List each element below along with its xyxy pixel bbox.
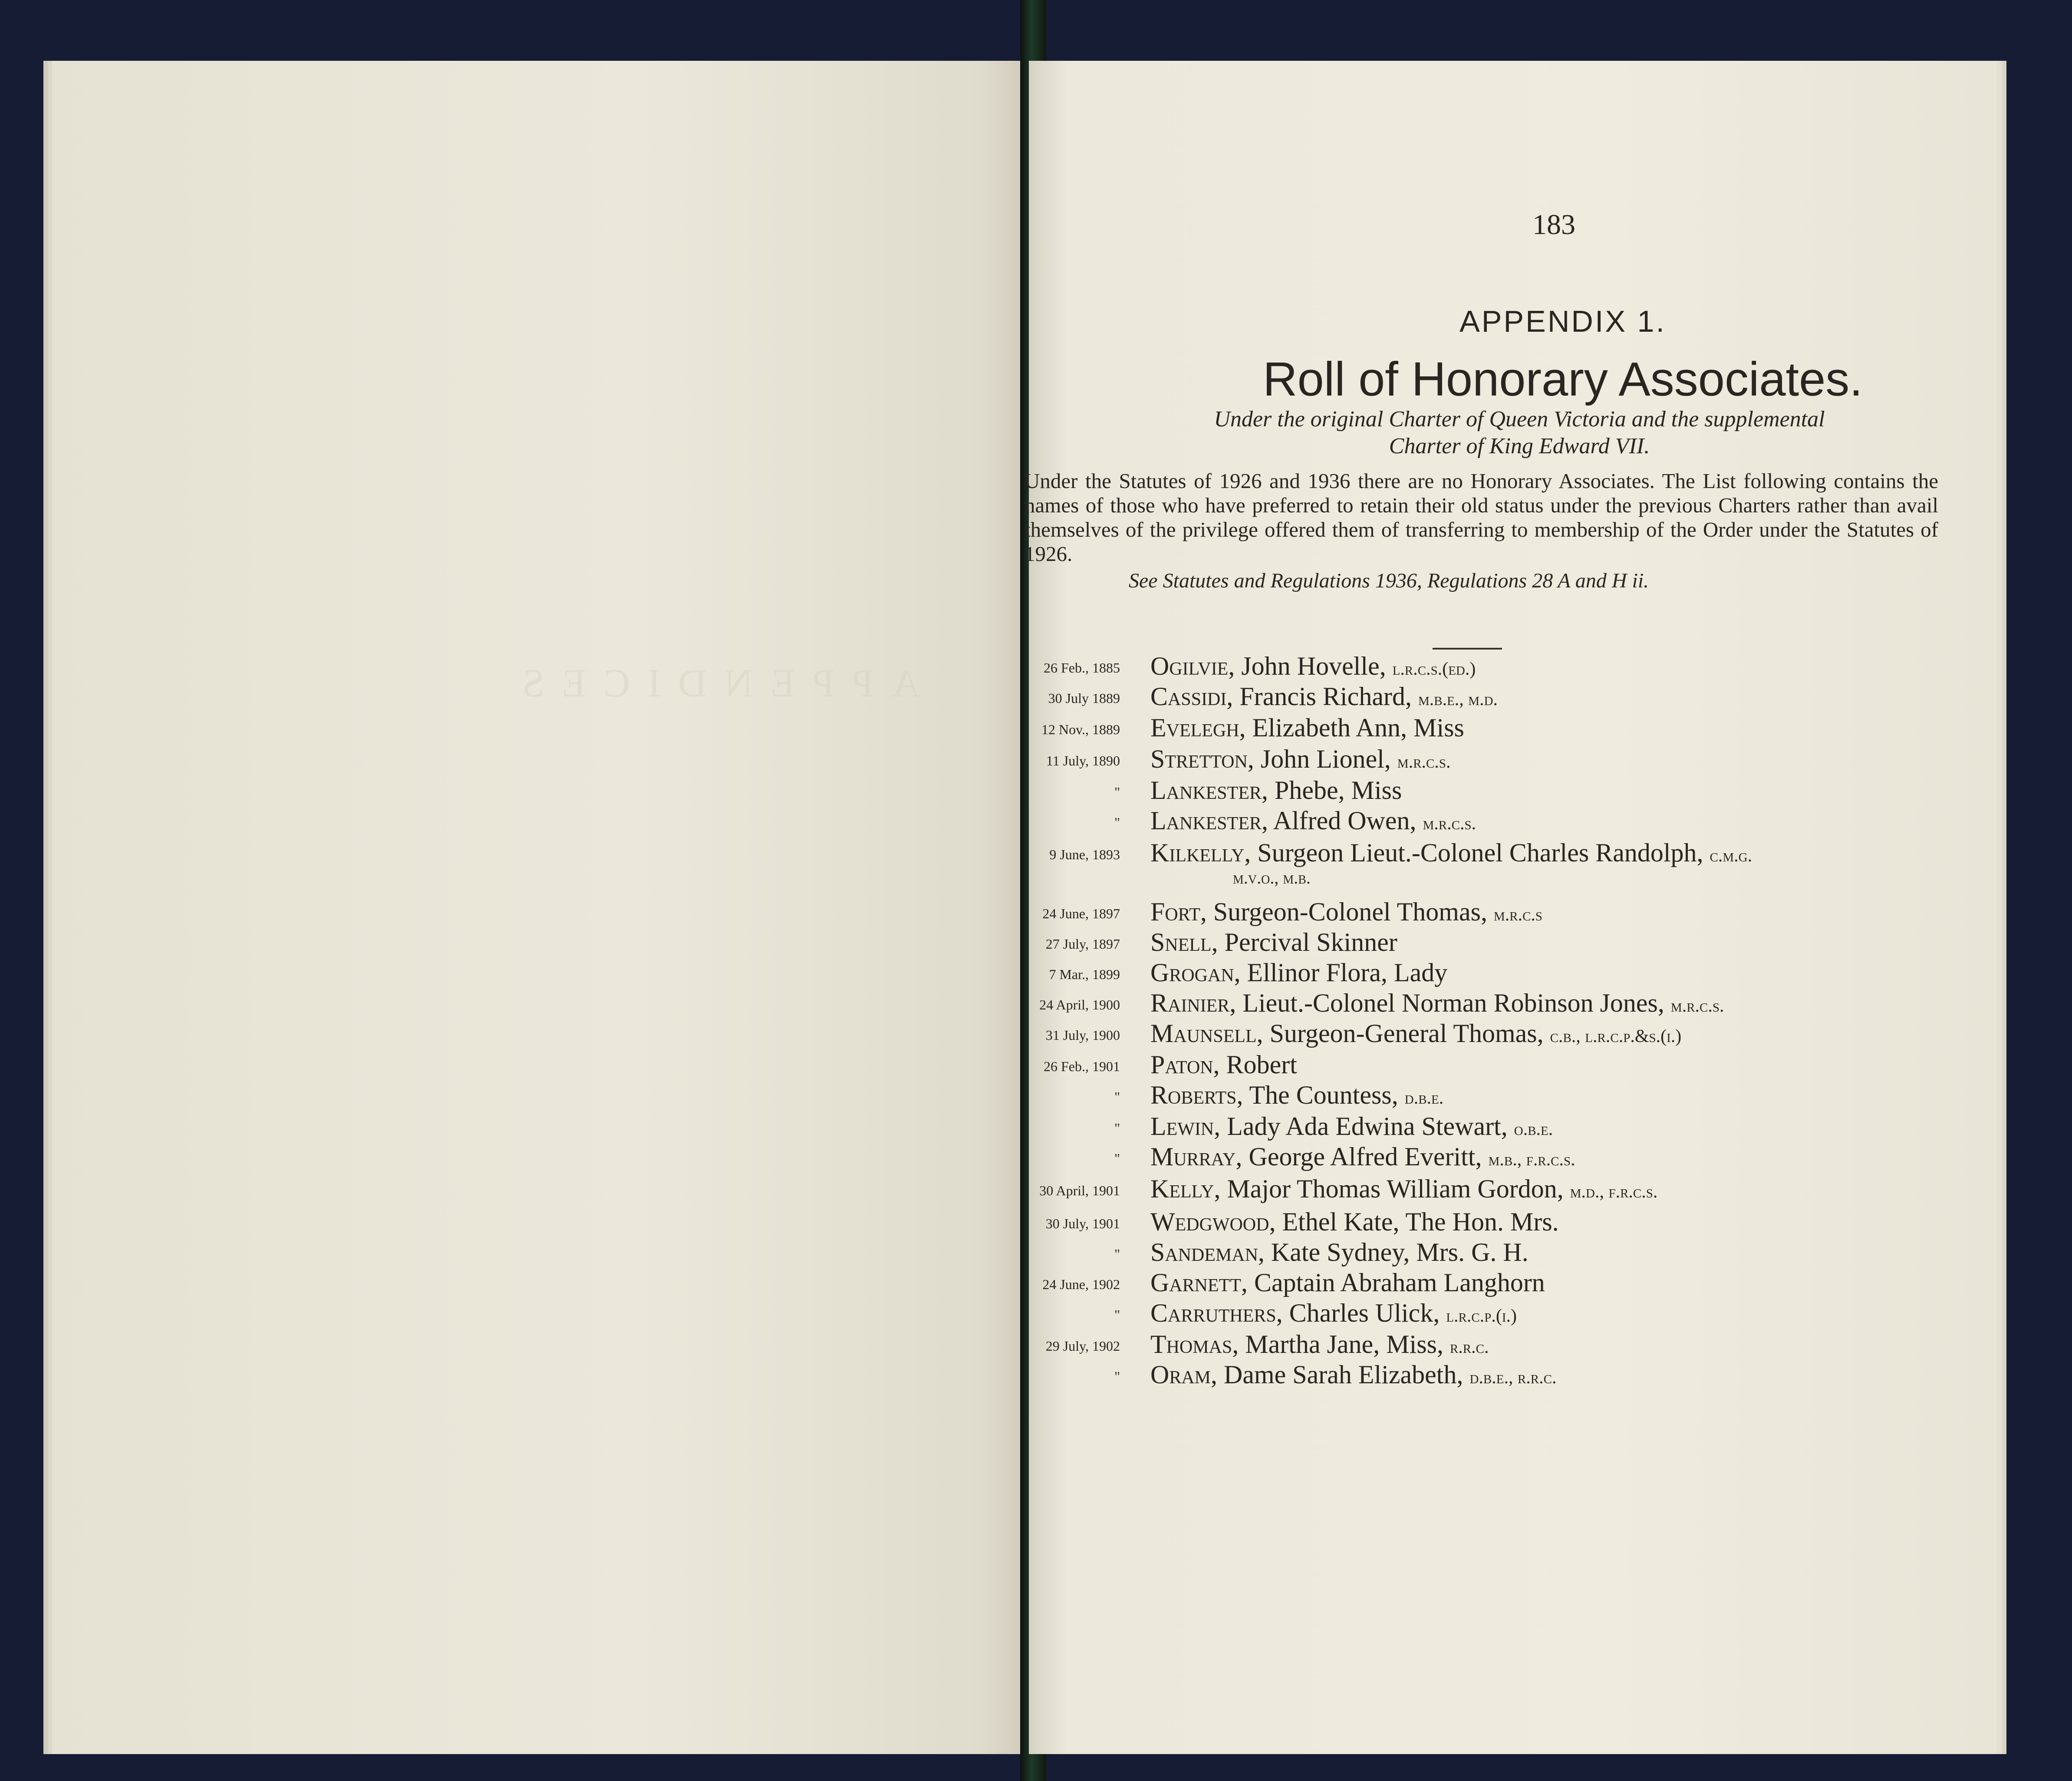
entry-name	[1150, 988, 1724, 1018]
entry-name	[1150, 1268, 1545, 1298]
entry-name	[1150, 927, 1397, 957]
entry-name	[1150, 682, 1498, 712]
entry-forenames: , Ellinor Flora, Lady	[1234, 958, 1448, 987]
entry-forenames: , Major Thomas William Gordon,	[1214, 1174, 1570, 1203]
roll-entry	[1024, 1298, 1980, 1333]
entry-surname: Kilkelly	[1150, 838, 1245, 867]
entry-postnominals: m.b.e., m.d.	[1418, 689, 1498, 709]
entry-postnominals: c.b., l.r.c.p.&s.(i.)	[1550, 1026, 1682, 1046]
roll-entry	[1024, 806, 1980, 841]
entry-surname: Rainier	[1150, 989, 1230, 1017]
entry-name	[1150, 1142, 1575, 1172]
subtitle	[1085, 406, 1953, 460]
entry-forenames: , Surgeon Lieut.-Colonel Charles Randolph,	[1244, 838, 1710, 867]
roll-entry	[1024, 927, 1980, 962]
entry-surname: Snell	[1150, 928, 1212, 956]
entry-date: 26 Feb., 1901	[1044, 1059, 1120, 1074]
entry-date: 7 Mar., 1899	[1049, 966, 1120, 982]
entry-date: "	[1114, 1307, 1120, 1323]
entry-forenames: , Elizabeth Ann, Miss	[1239, 713, 1464, 742]
entry-date: 26 Feb., 1885	[1044, 660, 1120, 676]
entry-date: 24 April, 1900	[1039, 997, 1120, 1013]
entry-date: "	[1114, 784, 1120, 800]
entry-name	[1150, 775, 1402, 805]
entry-surname: Kelly	[1150, 1174, 1214, 1203]
roll-entry	[1024, 713, 1980, 748]
entry-postnominals: d.b.e., r.r.c.	[1469, 1368, 1557, 1388]
entry-name	[1150, 1237, 1528, 1267]
entry-date: 29 July, 1902	[1045, 1338, 1120, 1354]
entry-surname: Fort	[1150, 897, 1200, 926]
entry-name	[1150, 713, 1464, 743]
entry-surname: Ogilvie	[1150, 652, 1229, 680]
entry-forenames: , Percival Skinner	[1211, 928, 1397, 956]
roll-entry	[1024, 988, 1980, 1023]
entry-postnominals: m.r.c.s.	[1397, 752, 1451, 772]
entry-surname: Roberts	[1150, 1081, 1237, 1109]
entry-name	[1150, 958, 1447, 988]
subtitle-line-2: Charter of King Edward VII.	[1389, 434, 1650, 458]
entry-surname: Lewin	[1150, 1112, 1214, 1141]
entry-date: 30 April, 1901	[1039, 1183, 1120, 1198]
entry-forenames: , John Lionel,	[1247, 745, 1397, 773]
entry-date: 24 June, 1897	[1042, 906, 1120, 921]
entry-name	[1150, 1050, 1297, 1080]
entry-forenames: , John Hovelle,	[1228, 652, 1393, 680]
entry-name	[1150, 806, 1476, 836]
roll-entry	[1024, 1050, 1980, 1085]
entry-forenames: , George Alfred Everitt,	[1235, 1142, 1489, 1171]
entry-forenames: , Dame Sarah Elizabeth,	[1211, 1360, 1470, 1389]
entry-name	[1150, 1174, 1657, 1204]
regulation-reference: See Statutes and Regulations 1936, Regulations 28 A and H ii.	[1129, 569, 1649, 592]
entry-date: "	[1114, 1120, 1120, 1136]
roll-entry	[1024, 958, 1980, 993]
entry-forenames: , Surgeon-Colonel Thomas,	[1200, 897, 1494, 926]
left-page	[52, 61, 1029, 1754]
entry-date: "	[1114, 815, 1120, 830]
entry-date: 11 July, 1890	[1046, 753, 1120, 768]
roll-entry	[1024, 1080, 1980, 1115]
roll-entry	[1024, 1329, 1980, 1364]
roll-entry	[1024, 1360, 1980, 1395]
entry-postnominals: m.d., f.r.c.s.	[1570, 1182, 1658, 1202]
entry-date: 30 July 1889	[1048, 690, 1120, 706]
entry-date: "	[1114, 1246, 1120, 1262]
intro-paragraph: Under the Statutes of 1926 and 1936 there are no Honorary Associates. The List following contains the names of those who have preferred to retain their old status under the previous Charters rather than avail themselves of the privilege offered them of transferring to membership of the Order under the Statutes of 1926.	[1024, 469, 1938, 566]
entry-forenames: , Robert	[1213, 1050, 1297, 1079]
roll-entry	[1024, 838, 1980, 873]
entry-surname: Carruthers	[1150, 1299, 1276, 1327]
entry-postnominals: m.r.c.s.	[1423, 814, 1476, 834]
roll-entry	[1024, 1174, 1980, 1209]
main-title: Roll of Honorary Associates.	[1263, 353, 1863, 406]
roll-entry	[1024, 1111, 1980, 1146]
entry-postnominals: m.b., f.r.c.s.	[1488, 1150, 1575, 1170]
entry-name	[1150, 1207, 1559, 1237]
entry-surname: Evelegh	[1150, 713, 1239, 742]
entry-surname: Stretton	[1150, 745, 1248, 773]
entry-date: "	[1114, 1151, 1120, 1166]
entry-forenames: , Surgeon-General Thomas,	[1256, 1019, 1550, 1048]
roll-entry	[1024, 1237, 1980, 1272]
show-through-text: APPENDICES	[504, 661, 920, 705]
page-number: 183	[1532, 209, 1575, 241]
entry-postnominals: d.b.e.	[1404, 1088, 1444, 1108]
entry-surname: Oram	[1150, 1360, 1211, 1389]
entry-name	[1150, 838, 1752, 868]
entry-surname: Wedgwood	[1150, 1207, 1269, 1236]
entry-name	[1150, 651, 1476, 681]
entry-forenames: , Alfred Owen,	[1261, 806, 1423, 835]
entry-surname: Grogan	[1150, 958, 1234, 987]
entry-forenames: , Martha Jane, Miss,	[1232, 1330, 1450, 1359]
entry-name	[1150, 1019, 1681, 1049]
entry-surname: Thomas	[1150, 1330, 1232, 1359]
roll-entry	[1024, 744, 1980, 779]
entry-postnominals: o.b.e.	[1514, 1119, 1553, 1139]
section-divider	[1433, 648, 1502, 650]
entry-name	[1150, 1360, 1557, 1390]
entry-date: 9 June, 1893	[1049, 847, 1120, 862]
entry-forenames: , Phebe, Miss	[1261, 776, 1402, 805]
entry-surname: Murray	[1150, 1142, 1236, 1171]
entry-date: "	[1114, 1089, 1120, 1105]
entry-date: 31 July, 1900	[1045, 1027, 1120, 1043]
subtitle-line-1: Under the original Charter of Queen Victoria and the supplemental	[1214, 407, 1825, 432]
entry-surname: Paton	[1150, 1050, 1213, 1079]
entry-name	[1150, 897, 1542, 927]
entry-postnominals: l.r.c.p.(i.)	[1446, 1306, 1517, 1326]
entry-surname: Garnett	[1150, 1268, 1241, 1297]
entry-name	[1150, 1298, 1517, 1328]
entry-name	[1150, 1329, 1489, 1359]
entry-postnominals: l.r.c.s.(ed.)	[1392, 659, 1476, 679]
entry-name	[1150, 744, 1451, 774]
entry-surname: Cassidi	[1150, 682, 1227, 711]
roll-entry	[1024, 897, 1980, 932]
entry-forenames: , Captain Abraham Langhorn	[1241, 1268, 1545, 1297]
entry-forenames: , Kate Sydney, Mrs. G. H.	[1258, 1238, 1528, 1266]
entry-name	[1150, 1080, 1443, 1110]
roll-entry	[1024, 1019, 1980, 1053]
entry-date: 27 July, 1897	[1045, 936, 1120, 952]
entry-date: 12 Nov., 1889	[1041, 722, 1120, 737]
roll-entry	[1024, 1268, 1980, 1303]
entry-postnominals: c.m.g.	[1710, 846, 1752, 866]
roll-entry	[1024, 1207, 1980, 1242]
entry-surname: Maunsell	[1150, 1019, 1257, 1048]
entry-forenames: , Lady Ada Edwina Stewart,	[1214, 1112, 1514, 1141]
entry-forenames: , Charles Ulick,	[1276, 1299, 1446, 1327]
entry-postnominals: m.r.c.s	[1493, 905, 1543, 925]
entry-surname: Lankester	[1150, 806, 1262, 835]
entry-forenames: , Ethel Kate, The Hon. Mrs.	[1269, 1207, 1559, 1236]
entry-date: 30 July, 1901	[1045, 1216, 1120, 1231]
entry-surname: Sandeman	[1150, 1238, 1258, 1266]
entry-postnominals: m.r.c.s.	[1670, 996, 1724, 1016]
entry-name	[1150, 1111, 1553, 1141]
entry-date: "	[1114, 1369, 1120, 1384]
entry-date: 24 June, 1902	[1042, 1276, 1120, 1292]
roll-entry	[1024, 775, 1980, 810]
roll-entry	[1024, 651, 1980, 686]
entry-forenames: , Francis Richard,	[1226, 682, 1418, 711]
kilkelly-continuation: m.v.o., m.b.	[1233, 868, 1311, 887]
entry-forenames: , The Countess,	[1236, 1081, 1405, 1109]
appendix-heading: APPENDIX 1.	[1459, 304, 1666, 338]
entry-forenames: , Lieut.-Colonel Norman Robinson Jones,	[1229, 989, 1671, 1017]
entry-postnominals: r.r.c.	[1449, 1337, 1489, 1357]
roll-entry	[1024, 682, 1980, 716]
entry-surname: Lankester	[1150, 776, 1262, 805]
roll-entry	[1024, 1142, 1980, 1177]
